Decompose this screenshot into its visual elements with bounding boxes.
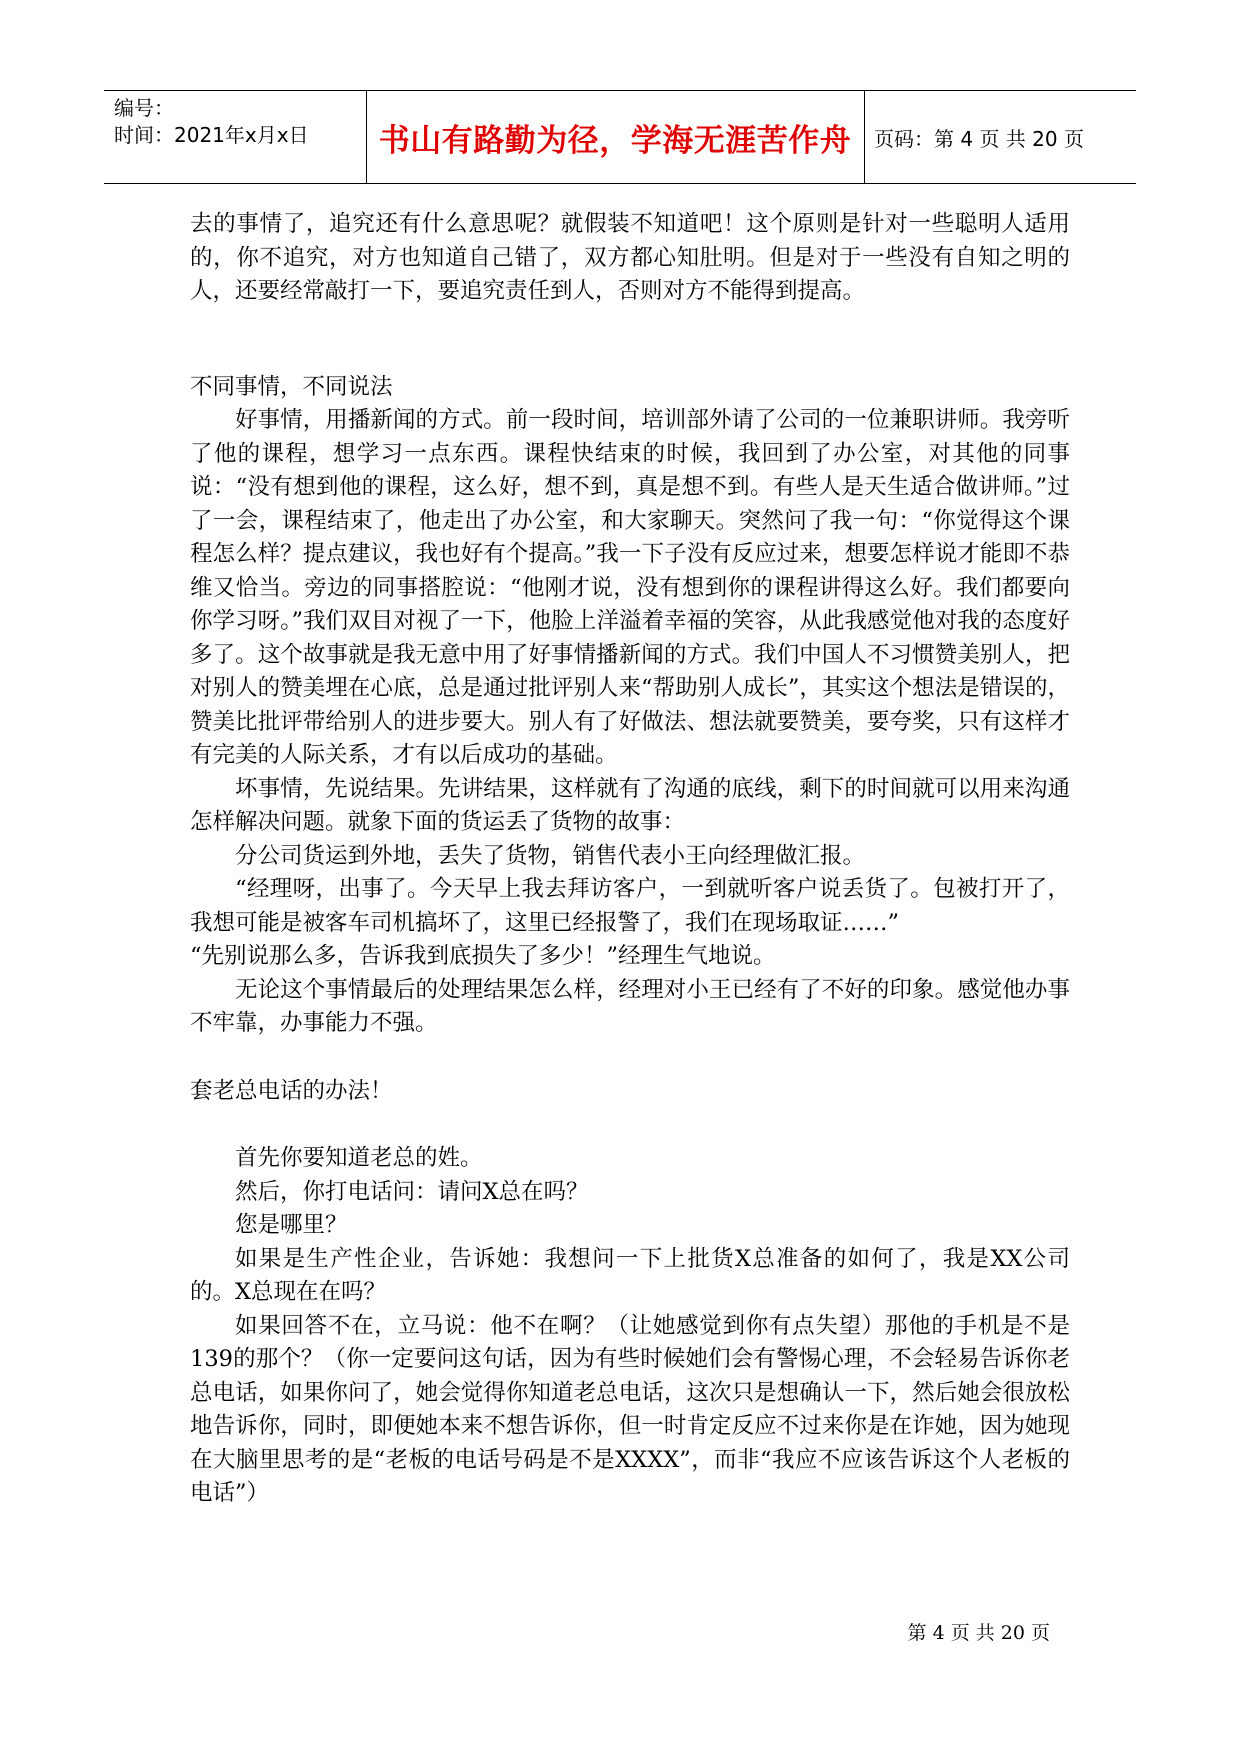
paragraph: 首先你要知道老总的姓。 [235, 1145, 483, 1171]
header-page-label: 页码：第 4 页 共 20 页 [874, 126, 1084, 151]
section-heading: 套老总电话的办法！ [190, 1077, 393, 1104]
paragraph: 然后，你打电话问：请问X总在吗？ [235, 1178, 589, 1205]
time-label: 时间：2021年x月x日 [114, 123, 309, 147]
paragraph: 您是哪里？ [235, 1212, 348, 1238]
paragraph: 分公司货运到外地，丢失了货物，销售代表小王向经理做汇报。 [235, 842, 866, 869]
paragraph: “先别说那么多，告诉我到底损失了多少！”经理生气地说。 [190, 943, 776, 969]
page-footer: 第 4 页 共 20 页 [907, 1622, 1050, 1644]
paragraph: 无论这个事情最后的处理结果怎么样，经理对小王已经有了不好的印象。感觉他办事不牢靠，办事能力不强。 [190, 976, 1070, 1036]
header-divider [864, 91, 865, 183]
paragraph: 好事情，用播新闻的方式。前一段时间，培训部外请了公司的一位兼职讲师。我旁听了他的课程，想学习一点东西。课程快结束的时候，我回到了办公室，对其他的同事说：“没有想到他的课程，这么好，想不到，真是想不到。有些人是天生适合做讲师。”过了一会，课程结束了，他走出了办公室，和大家聊天。突然问了我一句：“你觉得这个课程怎么样？提点建议，我也好有个提高。”我一下子没有反应过来，想要怎样说才能即不恭维又恰当。旁边的同事搭腔说：“他刚才说，没有想到你的课程讲得这么好。我们都要向你学习呀。”我们双目对视了一下，他脸上洋溢着幸福的笑容，从此我感觉他对我的态度好多了。这个故事就是我无意中用了好事情播新闻的方式。我们中国人不习惯赞美别人，把对别人的赞美埋在心底，总是通过批评别人来“帮助别人成长”，其实这个想法是错误的，赞美比批评带给别人的进步要大。别人有了好做法、想法就要赞美，要夸奖，只有这样才有完美的人际关系，才有以后成功的基础。 [190, 407, 1070, 768]
section-heading: 不同事情，不同说法 [190, 373, 393, 400]
number-label: 编号： [114, 96, 174, 120]
header-motto: 书山有路勤为径，学海无涯苦作舟 [378, 122, 852, 159]
paragraph: 如果回答不在，立马说：他不在啊？（让她感觉到你有点失望）那他的手机是不是139的那个？（你一定要问这句话，因为有些时候她们会有警惕心理，不会轻易告诉你老总电话，如果你问了，她会觉得你知道老总电话，这次只是想确认一下，然后她会很放松地告诉你，同时，即便她本来不想告诉你，但一时肯定反应不过来你是在诈她，因为她现在大脑里思考的是“老板的电话号码是不是XXXX”，而非“我应不应该告诉这个人老板的电话”） [190, 1312, 1070, 1506]
paragraph: “经理呀，出事了。今天早上我去拜访客户，一到就听客户说丢货了。包被打开了，我想可能是被客车司机搞坏了，这里已经报警了，我们在现场取证……” [190, 876, 1070, 936]
paragraph: 去的事情了，追究还有什么意思呢？就假装不知道吧！这个原则是针对一些聪明人适用的，你不追究，对方也知道自己错了，双方都心知肚明。但是对于一些没有自知之明的人，还要经常敲打一下，要追究责任到人，否则对方不能得到提高。 [190, 211, 1070, 304]
paragraph: 坏事情，先说结果。先讲结果，这样就有了沟通的底线，剩下的时间就可以用来沟通怎样解决问题。就象下面的货运丢了货物的故事： [190, 775, 1070, 835]
document-header [104, 90, 1136, 184]
paragraph: 如果是生产性企业，告诉她：我想问一下上批货X总准备的如何了，我是XX公司的。X总现在在吗？ [190, 1245, 1070, 1305]
header-meta [114, 95, 364, 149]
document-body [190, 208, 1070, 1511]
header-divider [366, 91, 367, 183]
